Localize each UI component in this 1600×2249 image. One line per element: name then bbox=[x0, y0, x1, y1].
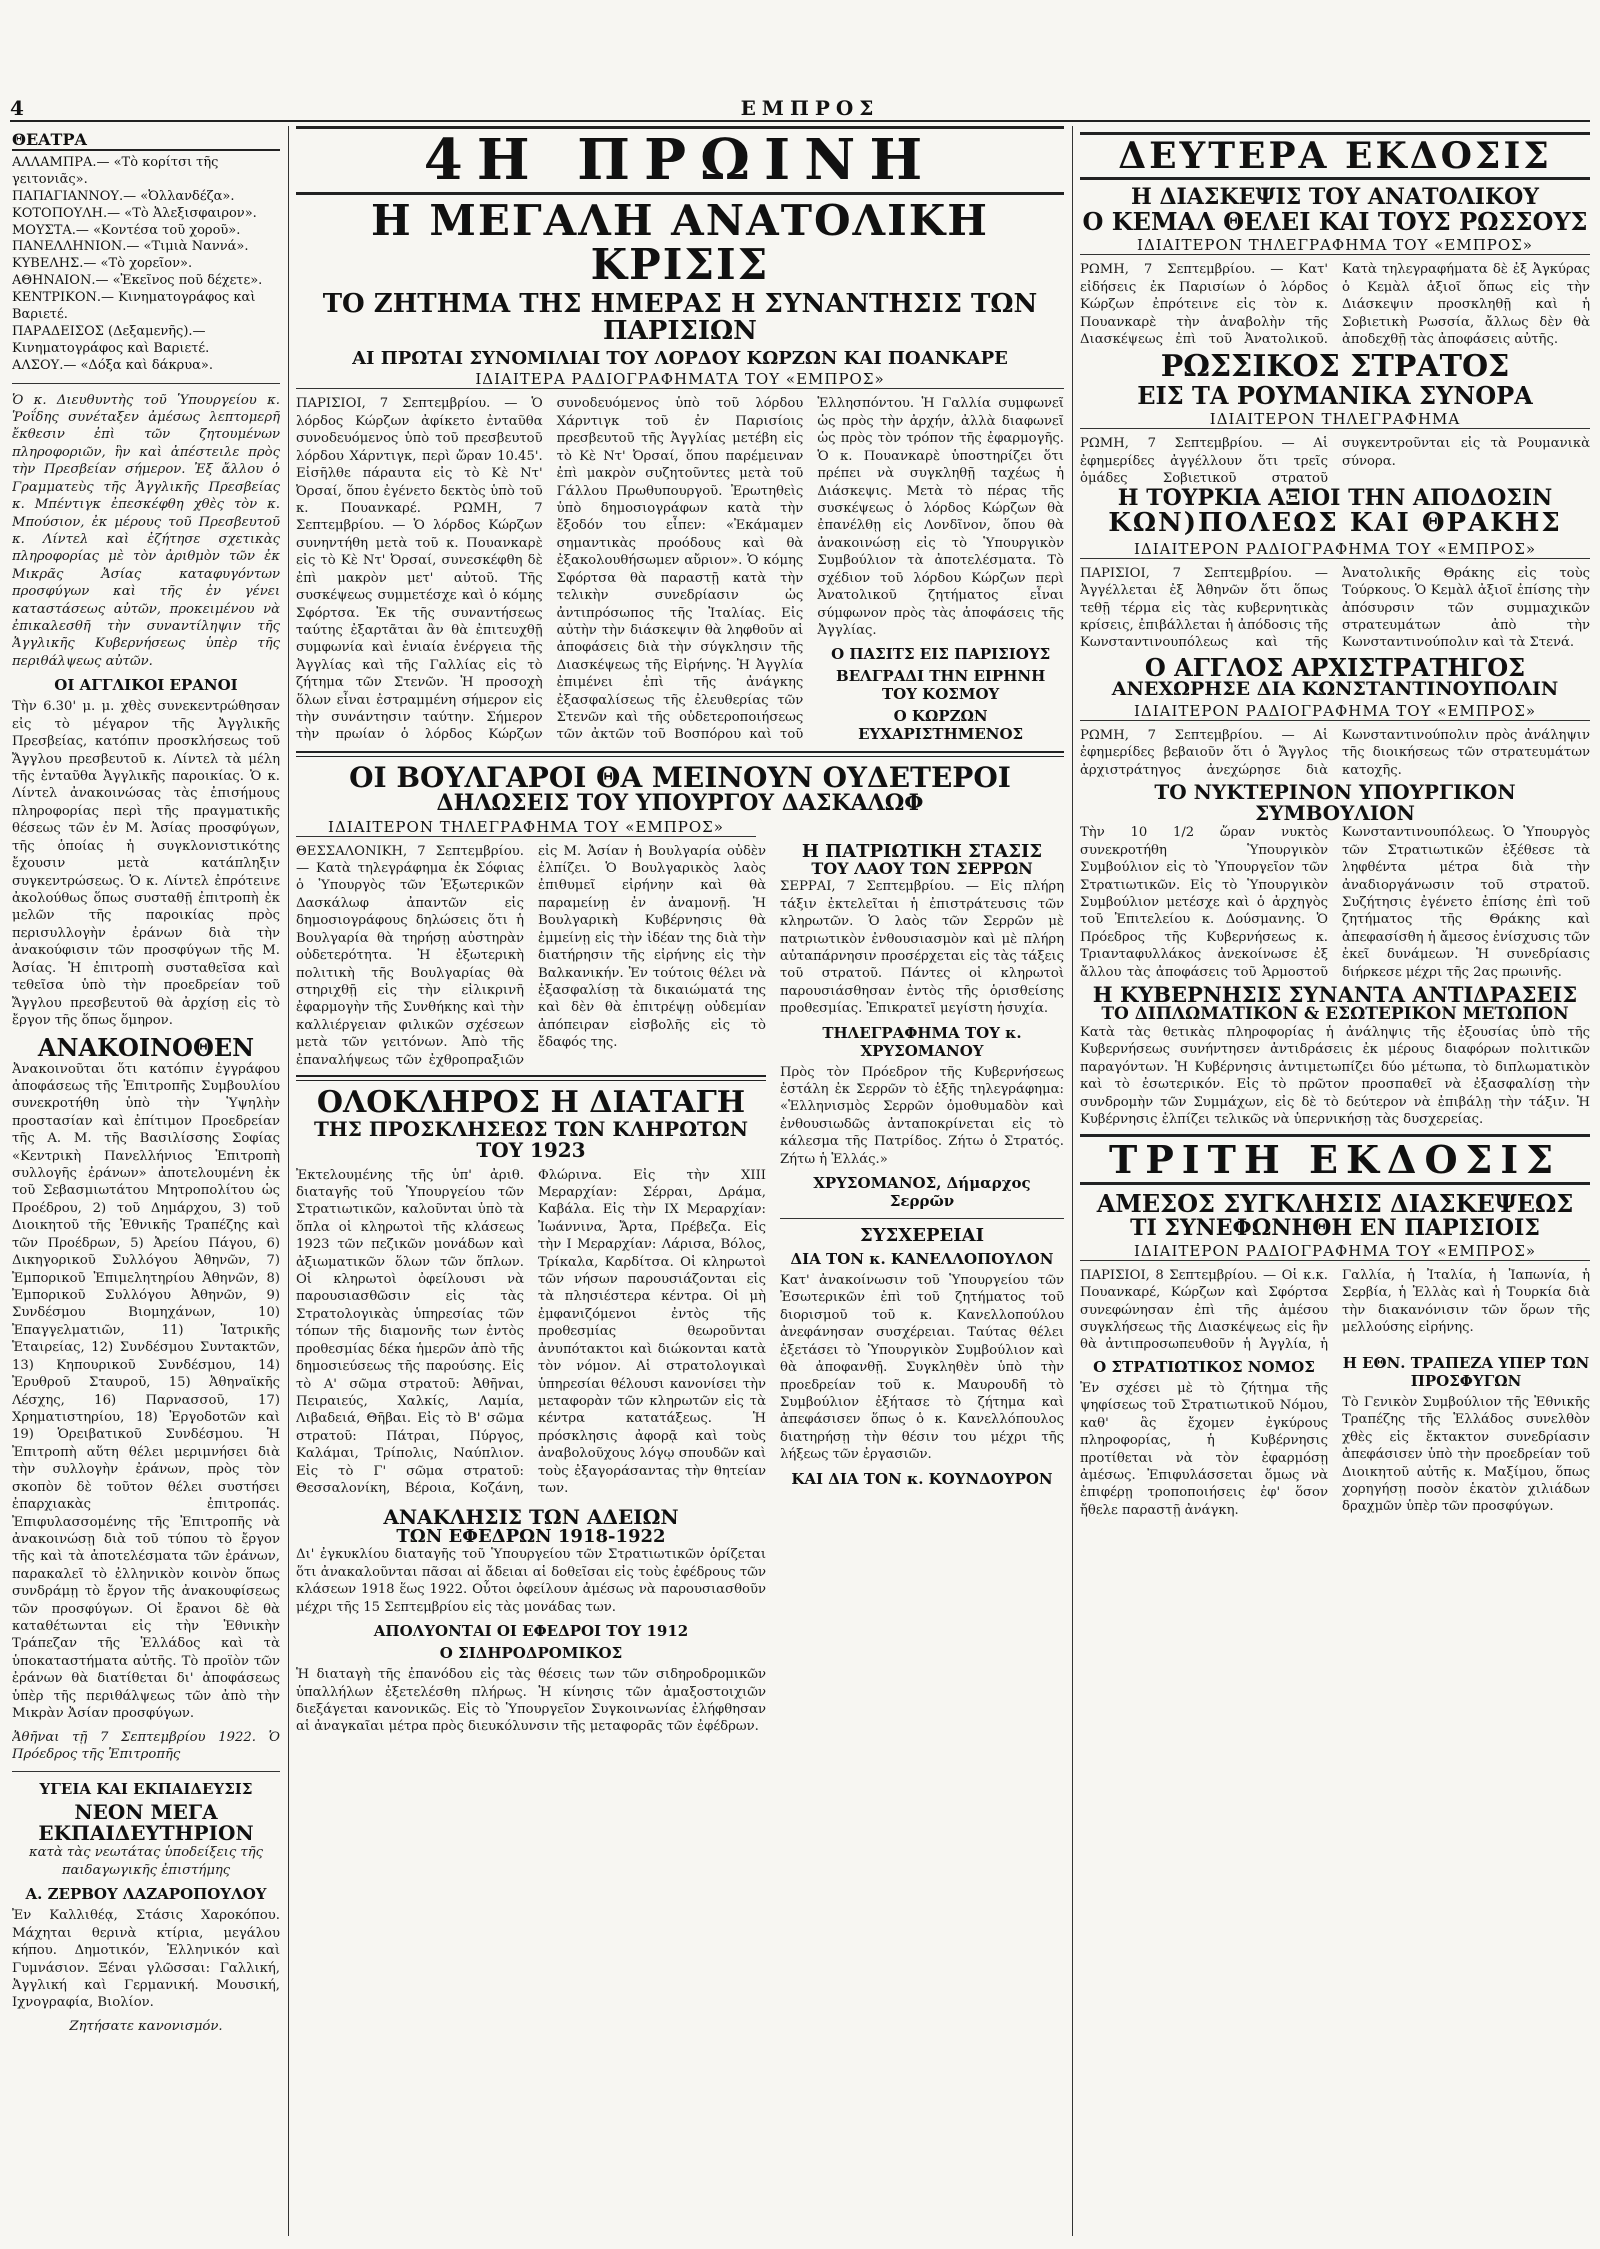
right-headline-2b: ΕΙΣ ΤΑ ΡΟΥΜΑΝΙΚΑ ΣΥΝΟΡΑ bbox=[1137, 380, 1533, 410]
ad-subtitle: κατὰ τὰς νεωτάτας ὑποδείξεις τῆς παιδαγωγικῆς ἐπιστήμης bbox=[28, 1845, 264, 1878]
center-column bbox=[296, 126, 1064, 2236]
right-headline-4: Ο ΑΓΓΛΟΣ ΑΡΧΙΣΤΡΑΤΗΓΟΣ bbox=[1144, 652, 1526, 682]
ad-name: Α. ΖΕΡΒΟΥ ΛΑΖΑΡΟΠΟΥΛΟΥ bbox=[25, 1885, 267, 1904]
right-text-5: Τὴν 10 1/2 ὥραν νυκτὸς συνεκροτήθη Ὑπουργικὸν Συμβούλιον εἰς τὸ Ὑπουργεῖον τῶν Στρατιωτικῶν. Εἰς τὸ Ὑπουργικὸν Συμβούλιον μετέσχε καὶ ὁ ἀρχηγὸς τοῦ Ἐπιτελείου κ. Δούσμανης. Ὁ Πρόεδρος τῆς Κυβερνήσεως κ. Τριανταφυλλάκος ἀνεκοίνωσε ἐξ ἄλλου τὰς ἀποφάσεις τοῦ Ἁρμοστοῦ Κωνσταντινουπόλεως. Ὁ Ὑπουργὸς τῶν Στρατιωτικῶν ἐξέθεσε τὰ ληφθέντα μέτρα διὰ τὴν ἀναδιοργάνωσιν τοῦ στρατοῦ. Συζήτησις ἐγένετο ἐπίσης ἐπὶ τοῦ ζητήματος τῆς Θράκης καὶ ἀπεφασίσθη ἡ ἄμεσος ἐνίσχυσις τῶν ἐκεῖ δυνάμεων. Ἡ συνεδρίασις διήρκεσε μέχρι τῆς 2ας πρωινῆς. bbox=[1080, 825, 1590, 980]
left-subcolumns bbox=[296, 843, 766, 1742]
telegraph-sign: ΧΡΥΣΟΜΑΝΟΣ, Δήμαρχος Σερρῶν bbox=[813, 1174, 1031, 1211]
right-headline-6b: ΤΟ ΔΙΠΛΩΜΑΤΙΚΟΝ & ΕΣΩΤΕΡΙΚΟΝ ΜΕΤΩΠΟΝ bbox=[1101, 1004, 1569, 1025]
adeia-subheadline: ΤΩΝ ΕΦΕΔΡΩΝ 1918-1922 bbox=[396, 1525, 666, 1547]
olokliros-text: Ἐκτελουμένης τῆς ὑπ' ἀριθ. διαταγῆς τοῦ Ὑπουργείου τῶν Στρατιωτικῶν, καλοῦνται ὑπὸ τὰ ὅπλα οἱ κληρωτοὶ τῆς κλάσεως 1923 τῶν πεζικῶν μονάδων καὶ ἀξιωματικῶν ὅλων τῶν ὅπλων. Οἱ κληρωτοὶ ὀφείλουσι νὰ παρουσιασθῶσιν εἰς τὰς Στρατολογικὰς ὑπηρεσίας τῶν τόπων τῆς διαμονῆς των ἐντὸς προθεσμίας δέκα ἡμερῶν ἀπὸ τῆς δημοσιεύσεως τῆς παρούσης. Εἰς τὸ Α' σῶμα στρατοῦ: Ἀθῆναι, Πειραιεύς, Χαλκίς, Λαμία, Λιβαδειά, Θῆβαι. Εἰς τὸ Β' σῶμα στρατοῦ: Πάτραι, Πύργος, Καλάμαι, Τρίπολις, Ναύπλιον. Εἰς τὸ Γ' σῶμα στρατοῦ: Θεσσαλονίκη, Βέροια, Κοζάνη, Φλώρινα. Εἰς τὴν ΧΙΙΙ Μεραρχίαν: Σέρραι, Δράμα, Καβάλα. Εἰς τὴν ΙΧ Μεραρχίαν: Ἰωάννινα, Ἄρτα, Πρέβεζα. Εἰς τὴν Ι Μεραρχίαν: Λάρισα, Βόλος, Τρίκαλα, Καρδίτσα. Οἱ κληρωτοὶ τῶν νήσων παρουσιάζονται εἰς τὰ πλησιέστερα κέντρα. Οἱ μὴ ἐμφανιζόμενοι ἐντὸς τῆς προθεσμίας θεωροῦνται ἀνυπότακτοι καὶ διώκονται κατὰ τὸν νόμον. Αἱ στρατολογικαὶ ὑπηρεσίαι θέλουσι κανονίσει τὴν μεταφορὰν τῶν κληρωτῶν εἰς τὰ κέντρα κατατάξεως. Ἡ πρόσκλησις ἀφορᾷ καὶ τοὺς ἀναβολοῦχους λόγῳ σπουδῶν καὶ τοὺς ἐξαγοράσαντας τὴν θητείαν των. bbox=[296, 1167, 766, 1497]
theatre-item: ΠΑΡΑΔΕΙΣΟΣ (Δεξαμενῆς).— Κινηματογράφος καὶ Βαριετέ. bbox=[12, 323, 210, 356]
right-headline-1b: Ο ΚΕΜΑΛ ΘΕΛΕΙ ΚΑΙ ΤΟΥΣ ΡΩΣΣΟΥΣ bbox=[1082, 207, 1588, 237]
kanellopoulos-headline: ΣΥΣΧΕΡΕΙΑΙ bbox=[859, 1225, 985, 1247]
right-headline-7: ΑΜΕΣΟΣ ΣΥΓΚΛΗΣΙΣ ΔΙΑΣΚΕΨΕΩΣ bbox=[1096, 1189, 1574, 1219]
ad-title: ΥΓΕΙΑ ΚΑΙ ΕΚΠΑΙΔΕΥΣΙΣ bbox=[39, 1780, 253, 1799]
right-headline-4b: ΑΝΕΧΩΡΗΣΕ ΔΙΑ ΚΩΝΣΤΑΝΤΙΝΟΥΠΟΛΙΝ bbox=[1111, 678, 1559, 701]
article-paris bbox=[296, 395, 1064, 745]
third-edition-title: ΤΡΙΤΗ ΕΚΔΟΣΙΣ bbox=[1080, 1134, 1590, 1185]
ad-text: Ἐν Καλλιθέᾳ, Στάσις Χαροκόπου. Μάχηται θερινὰ κτίρια, μεγάλου κήπου. Δημοτικόν, Ἑλληνικόν καὶ Γυμνάσιον. Ξέναι γλῶσσαι: Γαλλική, Ἀγγλική καὶ Γερμανική. Μουσική, Ιχνογραφία, Βιολίον. bbox=[12, 1908, 280, 2011]
kanellopoulos-subhead: ΚΑΙ ΔΙΑ ΤΟΝ κ. ΚΟΥΝΔΟΥΡΟΝ bbox=[791, 1469, 1053, 1488]
left-column bbox=[12, 126, 280, 2236]
right-text-1: ΡΩΜΗ, 7 Σεπτεμβρίου. — Κατ' εἰδήσεις ἐκ Παρισίων ὁ λόρδος Κώρζων ἐπρότεινε εἰς τὸν κ. Πουανκαρὲ τὴν ἀναβολὴν τῆς Διασκέψεως ἐπὶ τοῦ Ἀνατολικοῦ. Κατὰ τηλεγραφήματα δὲ ἐξ Ἀγκύρας ὁ Κεμὰλ ἀξιοῖ ὅπως εἰς τὴν Διάσκεψιν προσκληθῇ καὶ ἡ Σοβιετικὴ Ρωσσία, ἄλλως δὲν θὰ ἀποδεχθῇ τὰς ἀποφάσεις αὐτῆς. bbox=[1080, 262, 1590, 347]
eranoi-title: ΟΙ ΑΓΓΛΙΚΟΙ ΕΡΑΝΟΙ bbox=[54, 676, 238, 695]
article-text: ΠΑΡΙΣΙΟΙ, 7 Σεπτεμβρίου. — Ὁ λόρδος Κώρζων ἀφίκετο ἐνταῦθα συνοδευόμενος ὑπὸ τοῦ πρεσβευτοῦ λόρδου Χάρντιγκ, περὶ ὥραν 10.45'. Εἰσῆλθε πάραυτα εἰς τὸ Κὲ Ντ' Ὀρσαί, ὅπου ἐγένετο δεκτὸς ὑπὸ τοῦ κ. Πουανκαρέ. ΡΩΜΗ, 7 Σεπτεμβρίου. — Ὁ λόρδος Κώρζων συνηντήθη μετὰ τοῦ κ. Πουανκαρὲ εἰς τὸ Κὲ Ντ' Ὀρσαί, συνεσκέφθη δὲ ἐπὶ μακρὸν μετ' αὐτοῦ. Τῆς συσκέψεως συμμετέσχε καὶ ὁ κόμης Σφόρτσα. Ἐκ τῆς συναντήσεως ταύτης ἐξαρτᾶται ἂν θὰ ἐπιτευχθῇ συμφωνία καὶ ἑνιαία ἐνέργεια τῆς Ἀγγλίας καὶ τῆς Γαλλίας εἰς τὸ ζήτημα τῶν Στενῶν. Ἡ προσοχὴ ὅλων εἶναι ἐστραμμένη σήμερον εἰς τὴν συνάντησιν ταύτην. Σήμερον τὴν πρωίαν ὁ λόρδος Κώρζων συνοδευόμενος ὑπὸ τοῦ λόρδου Χάρντιγκ τοῦ ἐν Παρισίοις πρεσβευτοῦ τῆς Ἀγγλίας μετέβη εἰς τὸ Κὲ Ντ' Ὀρσαί, ὅπου παρέμειναν ἐπὶ μακρὸν συζητοῦντες μετὰ τοῦ Γάλλου Πρωθυπουργοῦ. Ἐρωτηθεὶς ὑπὸ δημοσιογράφων κατὰ τὴν ἔξοδόν του εἶπεν: «Ἐκάμαμεν σημαντικὰς προόδους καὶ θὰ ἐξακολουθήσωμεν αὔριον». Ὁ κόμης Σφόρτσα θὰ παραστῇ κατὰ τὴν τελικὴν συνεδρίασιν ὡς ἀντιπρόσωπος τῆς Ἰταλίας. Εἰς αὐτὴν τὴν διάσκεψιν θὰ ληφθοῦν αἱ ἀποφάσεις διὰ τὴν σύγκλησιν τῆς Διασκέψεως τῆς Εἰρήνης. Ἡ Ἀγγλία ἐπιμένει ἐπὶ τῆς ἀνάγκης ἐξασφαλίσεως τῆς ἐλευθερίας τῶν Στενῶν καὶ τῆς οὐδετεροποιήσεως τῶν ἀκτῶν τοῦ Βοσπόρου καὶ τοῦ Ἑλλησπόντου. Ἡ Γαλλία συμφωνεῖ ὡς πρὸς τὴν ἀρχήν, ἀλλὰ διαφωνεῖ ὡς πρὸς τὸν τρόπον τῆς ἐφαρμογῆς. Ὁ κ. Πουανκαρὲ ὑποστηρίζει ὅτι πρέπει νὰ συγκληθῇ ταχέως ἡ Διάσκεψις. Μετὰ τὸ πέρας τῆς συσκέψεως ὁ λόρδος Κώρζων θὰ ἐπανέλθῃ εἰς Λονδῖνον, ὅπου θὰ ἀνακοινώσῃ εἰς τὸ Ὑπουργικὸν Συμβούλιον τὰ ἀποτελέσματα. Τὸ σχέδιον τοῦ λόρδου Κώρζων περὶ Ἀνατολικοῦ ζητήματος εἶναι σύμφωνον πρὸς τὰς ἀποφάσεις τῆς Ἀγγλίας. bbox=[296, 396, 1064, 743]
right-headline-3: Η ΤΟΥΡΚΙΑ ΑΞΙΟΙ ΤΗΝ ΑΠΟΔΟΣΙΝ bbox=[1117, 485, 1553, 512]
theatre-item: ΚΥΒΕΛΗΣ.— «Τὸ χορεῖον». bbox=[12, 256, 193, 272]
right-source-4: ΙΔΙΑΙΤΕΡΟΝ ΡΑΔΙΟΓΡΑΦΗΜΑ ΤΟΥ «ΕΜΠΡΟΣ» bbox=[1080, 702, 1590, 721]
column-rule bbox=[288, 126, 289, 2236]
anakoinothen-text: Ἀνακοινοῦται ὅτι κατόπιν ἐγγράφου ἀποφάσεως τῆς Ἐπιτροπῆς Συμβουλίου συνεκροτήθη ὑπὸ τὴν Ὑψηλὴν προστασίαν καὶ ἐπίτιμον Προεδρείαν τῆς Α. Μ. τῆς Βασιλίσσης Σοφίας «Κεντρικὴ Πανελλήνιος Ἐπιτροπὴ συλλογῆς ἐράνων» ἀποτελουμένη ἐκ τοῦ Σεβασμιωτάτου Μητροπολίτου ὡς Προέδρου, 2) τοῦ Δημάρχου, 3) τοῦ Διοικητοῦ τῆς Ἐθνικῆς Τραπέζης καὶ τῶν Προέδρων, 5) Ἀρείου Πάγου, 6) Δικηγορικοῦ Συλλόγου Ἀθηνῶν, 7) Ἐμπορικοῦ Ἐπιμελητηρίου Ἀθηνῶν, 8) Ἐμπορικοῦ Συλλόγου Ἀθηνῶν, 9) Συνδέσμου Βιομηχάνων, 10) Ἐπαγγελματιῶν, 11) Ἰατρικῆς Ἑταιρείας, 12) Συνδέσμου Συντακτῶν, 13) Κηπουρικοῦ Συνδέσμου, 14) Ἐρυθροῦ Σταυροῦ, 15) Ἀθηναϊκῆς Λέσχης, 16) Παρνασσοῦ, 17) Χρηματιστηρίου, 18) Ἐργοδοτῶν καὶ 19) Ὁρειβατικοῦ Συνδέσμου. Ἡ Ἐπιτροπὴ αὕτη θέλει μεριμνήσει διὰ τὴν συλλογὴν ἐράνων, πρὸς τὸν σκοπὸν δὲ τοῦτον θέλει συστήσει ἐπαρχιακὰς ἐπιτροπάς. Ἐπιφυλασσομένης τῆς Ἐπιτροπῆς νὰ ἀνακοινώσῃ διὰ τοῦ τύπου τὸ ἔργον τῆς καὶ τὰ ἀποτελέσματα τῶν ἐράνων, παρακαλεῖ τὸ ἐλληνικὸν κοινὸν ὅπως συνδράμῃ τὸ ἔργον τῆς ἀνακουφίσεως τῶν προσφύγων. Οἱ ἔρανοι δὲ θὰ καταθέτωνται εἰς τὴν Ἐθνικὴν Τράπεζαν τῆς Ἑλλάδος καὶ τὰ ὑποκαταστήματα αὐτῆς. Τὸ προϊὸν τῶν ἐράνων θὰ διατίθεται δι' ἀποφάσεως ὑπὲρ τῆς περιθάλψεως τῶν ἀπὸ τὴν Μικρὰν Ἀσίαν προσφύγων. bbox=[12, 1061, 280, 1722]
telegraph-title: ΤΗΛΕΓΡΑΦΗΜΑ ΤΟΥ κ. ΧΡΥΣΟΜΑΝΟΥ bbox=[822, 1023, 1022, 1060]
headline-subtitle: ΙΔΙΑΙΤΕΡΑ ΡΑΔΙΟΓΡΑΦΗΜΑΤΑ ΤΟΥ «ΕΜΠΡΟΣ» bbox=[296, 370, 1064, 389]
olokliros-subheadline: ΤΗΣ ΠΡΟΣΚΛΗΣΕΩΣ ΤΩΝ ΚΛΗΡΩΤΩΝ ΤΟΥ 1923 bbox=[314, 1116, 748, 1162]
right-text-3: ΠΑΡΙΣΙΟΙ, 7 Σεπτεμβρίου. — Ἀγγέλλεται ἐξ Ἀθηνῶν ὅτι ὅπως τεθῇ τέρμα εἰς τὰς κυβερνητικὰς κρίσεις, ἐπιβάλλεται ἡ ἀπόδοσις τῆς Κωνσταντινουπόλεως καὶ τῆς Ἀνατολικῆς Θράκης εἰς τοὺς Τούρκους. Ὁ Κεμὰλ ἀξιοῖ ἐπίσης τὴν ἀπόσυρσιν τῶν συμμαχικῶν στρατευμάτων ἀπὸ τὴν Κωνσταντινούπολιν καὶ τὰ Στενά. bbox=[1080, 565, 1590, 651]
right-text-2: ΡΩΜΗ, 7 Σεπτεμβρίου. — Αἱ ἐφημερίδες ἀγγέλλουν ὅτι τρεῖς ὁμάδες Σοβιετικοῦ στρατοῦ συγκεντροῦνται εἰς τὰ Ρουμανικὰ σύνορα. bbox=[1080, 436, 1590, 486]
headline-tertiary: ΑΙ ΠΡΩΤΑΙ ΣΥΝΟΜΙΛΙΑΙ ΤΟΥ ΛΟΡΔΟΥ ΚΩΡΖΩΝ ΚΑΙ ΠΟΑΝΚΑΡΕ bbox=[352, 347, 1008, 369]
right-text-6: Κατὰ τὰς θετικὰς πληροφορίας ἡ ἀνάληψις τῆς ἐξουσίας ὑπὸ τῆς Κυβερνήσεως συνήντησεν ἀντιδράσεις ἐκ μέρους διαφόρων πολιτικῶν παραγόντων. Ἡ Κυβέρνησις ἀντιμετωπίζει δύο μέτωπα, τὸ διπλωματικὸν καὶ τὸ ἐσωτερικόν. Εἰς τὸ πρῶτον προσπαθεῖ νὰ ἐξασφαλίσῃ τὴν συνδρομὴν τῶν Συμμάχων, εἰς δὲ τὸ δεύτερον νὰ ἐπιβάλῃ τὴν τάξιν. Ἡ Κυβέρνησις ἐλπίζει τελικῶς νὰ ὑπερνικήσῃ τὰς δυσχερείας. bbox=[1080, 1024, 1590, 1128]
theatre-item: ΠΑΠΑΓΙΑΝΝΟΥ.— «Ὀλλανδέζα». bbox=[12, 188, 235, 204]
patriotic-text: ΣΕΡΡΑΙ, 7 Σεπτεμβρίου. — Εἰς πλήρη τάξιν ἐκτελεῖται ἡ ἐπιστράτευσις τῶν κληρωτῶν. Ὁ λαὸς τῶν Σερρῶν μὲ πατριωτικὸν ἐνθουσιασμὸν καὶ μὲ πλήρη αὐταπάρνησιν προσέρχεται εἰς τὰς τάξεις τοῦ στρατοῦ. Πάντες οἱ κληρωτοὶ παρουσιάσθησαν ἐντὸς τῆς ὁρισθείσης προθεσμίας. Ἐπικρατεῖ μεγίστη ἡσυχία. bbox=[780, 879, 1064, 1017]
theatre-item: ΑΛΣΟΥ.— «Δόξα καὶ δάκρυα». bbox=[12, 357, 213, 373]
right-headline-7b: ΤΙ ΣΥΝΕΦΩΝΗΘΗ ΕΝ ΠΑΡΙΣΙΟΙΣ bbox=[1130, 1214, 1540, 1241]
theatre-item: ΚΟΤΟΠΟΥΛΗ.— «Τὸ Ἀλεξισφαιρον». bbox=[12, 205, 257, 221]
patriotic-headline: Η ΠΑΤΡΙΩΤΙΚΗ ΣΤΑΣΙΣ bbox=[801, 840, 1043, 862]
right-headline-5: ΤΟ ΝΥΚΤΕΡΙΝΟΝ ΥΠΟΥΡΓΙΚΟΝ ΣΥΜΒΟΥΛΙΟΝ bbox=[1154, 780, 1516, 826]
rail-title: Ο ΣΙΔΗΡΟΔΡΟΜΙΚΟΣ bbox=[439, 1644, 623, 1663]
adeia-headline: ΑΝΑΚΛΗΣΙΣ ΤΩΝ ΑΔΕΙΩΝ bbox=[383, 1504, 679, 1529]
telegraph-text: Πρὸς τὸν Πρόεδρον τῆς Κυβερνήσεως ἐστάλη ἐκ Σερρῶν τὸ ἑξῆς τηλεγράφημα: «Ἑλληνισμὸς Σερρῶν ὁμοθυμαδὸν καὶ ἐνθουσιωδῶς ἀνταποκρίνεται εἰς τὸ κάλεσμα τῆς Πατρίδος. Ζήτω ὁ Στρατός. Ζήτω ἡ Ἑλλάς.» bbox=[780, 1064, 1064, 1167]
bulgarian-text: ΘΕΣΣΑΛΟΝΙΚΗ, 7 Σεπτεμβρίου. — Κατὰ τηλεγράφημα ἐκ Σόφιας ὁ Ὑπουργὸς τῶν Ἐξωτερικῶν Δασκάλωφ ἀπαντῶν εἰς δημοσιογράφους δηλώσεις ὅτι ἡ Βουλγαρία θὰ τηρήσῃ αὐστηρὰν οὐδετερότητα. Ἡ ἐξωτερικὴ πολιτικὴ τῆς Βουλγαρίας θὰ στηριχθῇ εἰς τὴν εἰλικρινῆ ἐφαρμογὴν τῆς Συνθήκης καὶ τὴν καλλιέργειαν φιλικῶν σχέσεων μετὰ τῶν γειτόνων. Ἀπὸ τῆς ἐπαναλήψεως τῶν ἐχθροπραξιῶν εἰς Μ. Ἀσίαν ἡ Βουλγαρία οὐδὲν ἐλπίζει. Ὁ Βουλγαρικὸς λαὸς ἐπιθυμεῖ εἰρήνην καὶ θὰ παραμείνῃ ἐν ἀναμονῇ. Ἡ Βουλγαρικὴ Κυβέρνησις θὰ ἐμμείνῃ εἰς τὴν ἰδέαν της διὰ τὴν διατήρησιν τῆς εἰρήνης εἰς τὴν Βαλκανικήν. Ἐν τούτοις θέλει νὰ ἐξασφαλίσῃ τὰ δικαιώματά της καὶ δὲν θὰ ἐπιτρέψῃ οὐδεμίαν ἀπόπειραν εἰσβολῆς εἰς τὸ ἔδαφός της. bbox=[296, 843, 766, 1068]
theatre-item: ΑΘΗΝΑΙΟΝ.— «Ἐκεῖνος ποῦ δέχετε». bbox=[12, 273, 263, 289]
right-headline-3b: ΚΩΝ)ΠΟΛΕΩΣ ΚΑΙ ΘΡΑΚΗΣ bbox=[1108, 508, 1562, 539]
right-text-9: Τὸ Γενικὸν Συμβούλιον τῆς Ἐθνικῆς Τραπέζης τῆς Ἑλλάδος συνελθὸν χθὲς εἰς ἔκτακτον συνεδρίασιν ἀπεφάσισεν ὑπὸ τὴν προεδρείαν τοῦ Διοικητοῦ αὐτῆς κ. Μαξίμου, ὅπως χορηγήσῃ ποσὸν ἑκατὸν χιλιάδων δραχμῶν ὑπὲρ τῶν προσφύγων. bbox=[1342, 1394, 1590, 1515]
page-number: 4 bbox=[10, 96, 24, 120]
theatre-item: ΑΛΛΑΜΠΡΑ.— «Τὸ κορίτσι τῆς γειτονιᾶς». bbox=[12, 155, 219, 187]
article-subhead: Ο ΚΩΡΖΩΝ ΕΥΧΑΡΙΣΤΗΜΕΝΟΣ bbox=[858, 707, 1024, 744]
bulgarian-source: ΙΔΙΑΙΤΕΡΟΝ ΤΗΛΕΓΡΑΦΗΜΑ ΤΟΥ «ΕΜΠΡΟΣ» bbox=[296, 818, 756, 837]
right-headline-8: Ο ΣΤΡΑΤΙΩΤΙΚΟΣ ΝΟΜΟΣ bbox=[1093, 1357, 1315, 1376]
right-source-1: ΙΔΙΑΙΤΕΡΟΝ ΤΗΛΕΓΡΑΦΗΜΑ ΤΟΥ «ΕΜΠΡΟΣ» bbox=[1080, 236, 1590, 255]
right-text-4: ΡΩΜΗ, 7 Σεπτεμβρίου. — Αἱ ἐφημερίδες βεβαιοῦν ὅτι ὁ Ἄγγλος ἀρχιστράτηγος ἀνεχώρησε διὰ Κωνσταντινούπολιν πρὸς ἀνάληψιν τῆς διοικήσεως τῶν στρατευμάτων κατοχῆς. bbox=[1080, 727, 1590, 778]
right-headline-9: Η ΕΘΝ. ΤΡΑΠΕΖΑ ΥΠΕΡ ΤΩΝ ΠΡΟΣΦΥΓΩΝ bbox=[1342, 1353, 1590, 1390]
adeia-subhead: ΑΠΟΛΥΟΝΤΑΙ ΟΙ ΕΦΕΔΡΟΙ ΤΟΥ 1912 bbox=[373, 1622, 689, 1641]
notice-text: Ὁ κ. Διευθυντὴς τοῦ Ὑπουργείου κ. Ῥοΐδης συνέταξεν ἀμέσως λεπτομερῆ ἔκθεσιν ἐπὶ τῶν ζητουμένων πληροφοριῶν, ἣν καὶ ἀπέστειλε πρὸς τὴν Πρεσβείαν σήμερον. Ἐξ ἄλλου ὁ Γραμματεὺς τῆς Ἀγγλικῆς Πρεσβείας κ. Μπέντιγκ ἐπεσκέφθη χθὲς τὸν κ. Μπούσιον, ἐκ μέρους τοῦ Πρεσβευτοῦ κ. Λίντελ καὶ ἐζήτησε σχετικὰς πληροφορίας μὲ τὸν ἀριθμὸν τῶν ἐκ Μικρᾶς Ἀσίας καταφυγόντων προσφύγων καὶ τῆς ἐν γένει καταστάσεως αὐτῶν, προκειμένου νὰ ἐπικαλεσθῆ τὴν συναντίληψιν τῆς Ἀγγλικῆς Κυβερνήσεως ὑπὲρ τῆς περιθάλψεως αὐτῶν. bbox=[12, 392, 280, 669]
right-text-8: Ἐν σχέσει μὲ τὸ ζήτημα τῆς ψηφίσεως τοῦ Στρατιωτικοῦ Νόμου, καθ' ἃς ἔχομεν ἐγκύρους πληροφορίας, ἡ Κυβέρνησις προτίθεται νὰ τὸν ἐφαρμόσῃ ἀμέσως. Ἐπιφυλάσσεται ὅμως νὰ ἐπιφέρῃ τροποποιήσεις ἐφ' ὅσον ἤθελε παραστῇ ἀνάγκη. bbox=[1080, 1380, 1328, 1518]
masthead bbox=[10, 96, 1590, 122]
theatre-item: ΠΑΝΕΛΛΗΝΙΟΝ.— «Τιμιὰ Ναννά». bbox=[12, 239, 249, 255]
right-headline-6: Η ΚΥΒΕΡΝΗΣΙΣ ΣΥΝΑΝΤΑ ΑΝΤΙΔΡΑΣΕΙΣ bbox=[1092, 982, 1578, 1008]
second-edition-title: ΔΕΥΤΕΡΑ ΕΚΔΟΣΙΣ bbox=[1080, 132, 1590, 180]
theatre-list bbox=[12, 155, 280, 375]
column-rule bbox=[1072, 126, 1073, 2236]
right-subcolumn bbox=[780, 840, 1064, 1742]
right-headline-2: ΡΩΣΣΙΚΟΣ ΣΤΡΑΤΟΣ bbox=[1160, 349, 1510, 385]
bulgarian-headline: ΟΙ ΒΟΥΛΓΑΡΟΙ ΘΑ ΜΕΙΝΟΥΝ ΟΥΔΕΤΕΡΟΙ bbox=[349, 761, 1011, 795]
theatre-title: ΘΕΑΤΡΑ bbox=[12, 130, 280, 151]
article-subhead: Ο ΠΑΣΙΤΣ ΕΙΣ ΠΑΡΙΣΙΟΥΣ bbox=[831, 645, 1051, 664]
theatre-item: ΚΕΝΤΡΙΚΟΝ.— Κινηματογράφος καὶ Βαριετέ. bbox=[12, 290, 256, 323]
right-headline-1: Η ΔΙΑΣΚΕΨΙΣ ΤΟΥ ΑΝΑΤΟΛΙΚΟΥ bbox=[1131, 184, 1539, 210]
kanellopoulos-text: Κατ' ἀνακοίνωσιν τοῦ Ὑπουργείου τῶν Ἐσωτερικῶν ἐπὶ τοῦ ζητήματος τοῦ διορισμοῦ τοῦ κ. Κανελλοπούλου ἀνεφάνησαν συσχέρειαι. Ταύτας θέλει ἐξετάσει τὸ Ὑπουργικὸν Συμβούλιον καὶ θὰ ἀποφανθῇ. Συγκληθὲν ὑπὸ τὴν προεδρείαν τοῦ κ. Μαυρουδῆ τὸ Συμβούλιον ἐξήτασε τὸ ζήτημα καὶ ἀπεφάσισεν ὅπως ὁ κ. Κανελλόπουλος διατηρήσῃ τὴν θέσιν του μέχρι τῆς λήξεως τῶν ἐργασιῶν. bbox=[780, 1273, 1064, 1463]
main-headline: Η ΜΕΓΑΛΗ ΑΝΑΤΟΛΙΚΗ ΚΡΙΣΙΣ bbox=[371, 195, 989, 289]
adeia-text: Δι' ἐγκυκλίου διαταγῆς τοῦ Ὑπουργείου τῶν Στρατιωτικῶν ὁρίζεται ὅτι ἀνακαλοῦνται πᾶσαι αἱ ἄδειαι αἱ δοθεῖσαι εἰς τοὺς ἐφέδρους τῶν κλάσεων 1918 ἕως 1922. Οὗτοι ὀφείλουν ἀμέσως νὰ παρουσιασθοῦν μέχρι τῆς 15 Σεπτεμβρίου εἰς τὰς μονάδας των. bbox=[296, 1547, 766, 1615]
right-source-2: ΙΔΙΑΙΤΕΡΟΝ ΤΗΛΕΓΡΑΦΗΜΑ bbox=[1080, 410, 1590, 429]
ad-headline: ΝΕΟΝ ΜΕΓΑ ΕΚΠΑΙΔΕΥΤΗΡΙΟΝ bbox=[38, 1800, 254, 1846]
article-subhead: ΒΕΛΓΡΑΔΙ ΤΗΝ ΕΙΡΗΝΗ ΤΟΥ ΚΟΣΜΟΥ bbox=[836, 667, 1046, 704]
bulgarian-subheadline: ΔΗΛΩΣΕΙΣ ΤΟΥ ΥΠΟΥΡΓΟΥ ΔΑΣΚΑΛΩΦ bbox=[436, 790, 924, 817]
right-source-7: ΙΔΙΑΙΤΕΡΟΝ ΡΑΔΙΟΓΡΑΦΗΜΑ ΤΟΥ «ΕΜΠΡΟΣ» bbox=[1080, 1242, 1590, 1261]
ad-footer: Ζητήσατε κανονισμόν. bbox=[69, 2018, 223, 2034]
patriotic-subheadline: ΤΟΥ ΛΑΟΥ ΤΩΝ ΣΕΡΡΩΝ bbox=[811, 859, 1033, 879]
newspaper-name: ΕΜΠΡΟΣ bbox=[740, 96, 880, 120]
eranoi-text: Τὴν 6.30' μ. μ. χθὲς συνεκεντρώθησαν εἰς τὸ μέγαρον τῆς Ἀγγλικῆς Πρεσβείας, κατόπιν προσκλήσεως τοῦ Ἄγγλου πρεσβευτοῦ κ. Λίντελ τὰ μέλη τῆς ἐνταῦθα Ἀγγλικῆς παροικίας. Ὁ κ. Λίντελ ἀνακοινώσας τὰς ἐπισήμους πληροφορίας περὶ τῆς πραγματικῆς θέσεως τῶν ἐν Μ. Ἀσίας προσφύγων, τῆς ὁποίας ἡ συγκλονιστικότης ἔχουσιν μετὰ κατάπληξιν συγκεντρώσεως. Ὁ κ. Λίντελ ἐπρότεινε ἀκολούθως ὅπως συσταθῇ ἐπιτροπὴ ἐκ μελῶν τῆς παροικίας πρὸς περισυλλογὴν ἐράνων διὰ τὴν ἀνακούφισιν τῶν προσφύγων τῆς Μ. Ἀσίας. Ἡ ἐπιτροπὴ συσταθεῖσα καὶ τεθεῖσα ὑπὸ τὴν προεδρείαν τοῦ Ἄγγλου πρεσβευτοῦ θὰ ἀρχίσῃ εἰς τὸ ἔργον τῆς ὅπως ὅμηρον. bbox=[12, 699, 280, 1028]
theatre-item: ΜΟΥΣΤΑ.— «Κοντέσα τοῦ χοροῦ». bbox=[12, 222, 241, 238]
right-text-7: ΠΑΡΙΣΙΟΙ, 8 Σεπτεμβρίου. — Οἱ κ.κ. Πουανκαρέ, Κώρζων καὶ Σφόρτσα συνεφώνησαν ἐπὶ τῆς ἀμέσου συγκλήσεως τῆς Διασκέψεως εἰς ἣν θὰ ἀντιπροσωπευθοῦν ἡ Ἀγγλία, ἡ Γαλλία, ἡ Ἰταλία, ἡ Ἰαπωνία, ἡ Σερβία, ἡ Ἑλλὰς καὶ ἡ Τουρκία διὰ τὴν διακανόνισιν τῶν ὅρων τῆς μελλούσης εἰρήνης. bbox=[1080, 1267, 1590, 1353]
right-source-3: ΙΔΙΑΙΤΕΡΟΝ ΡΑΔΙΟΓΡΑΦΗΜΑ ΤΟΥ «ΕΜΠΡΟΣ» bbox=[1080, 540, 1590, 559]
edition-title: 4Η ΠΡΩΙΝΗ bbox=[296, 126, 1064, 195]
kanellopoulos-subheadline: ΔΙΑ ΤΟΝ κ. ΚΑΝΕΛΛΟΠΟΥΛΟΝ bbox=[790, 1250, 1054, 1269]
right-column bbox=[1080, 126, 1590, 2236]
anakoinothen-title: ΑΝΑΚΟΙΝΟΘΕΝ bbox=[37, 1033, 255, 1063]
anakoinothen-sign: Ἀθῆναι τῇ 7 Σεπτεμβρίου 1922. Ὁ Πρόεδρος τῆς Ἐπιτροπῆς bbox=[12, 1729, 280, 1762]
rail-text: Ἡ διαταγὴ τῆς ἐπανόδου εἰς τὰς θέσεις των τῶν σιδηροδρομικῶν ὑπαλλήλων ἐξετελέσθη πλήρως. Ἡ κίνησις τῶν ἀμαξοστοιχιῶν διεξάγεται κανονικῶς. Εἰς τὸ Ὑπουργεῖον Συγκοινωνίας ἐλήφθησαν αἱ ἀναγκαῖαι μέτρα πρὸς διευκόλυνσιν τῆς μεταφορᾶς τῶν ἐφέδρων. bbox=[296, 1667, 766, 1735]
headline-secondary: ΤΟ ΖΗΤΗΜΑ ΤΗΣ ΗΜΕΡΑΣ Η ΣΥΝΑΝΤΗΣΙΣ ΤΩΝ ΠΑΡΙΣΙΩΝ bbox=[322, 288, 1038, 347]
olokliros-headline: ΟΛΟΚΛΗΡΟΣ Η ΔΙΑΤΑΓΗ bbox=[316, 1085, 746, 1121]
